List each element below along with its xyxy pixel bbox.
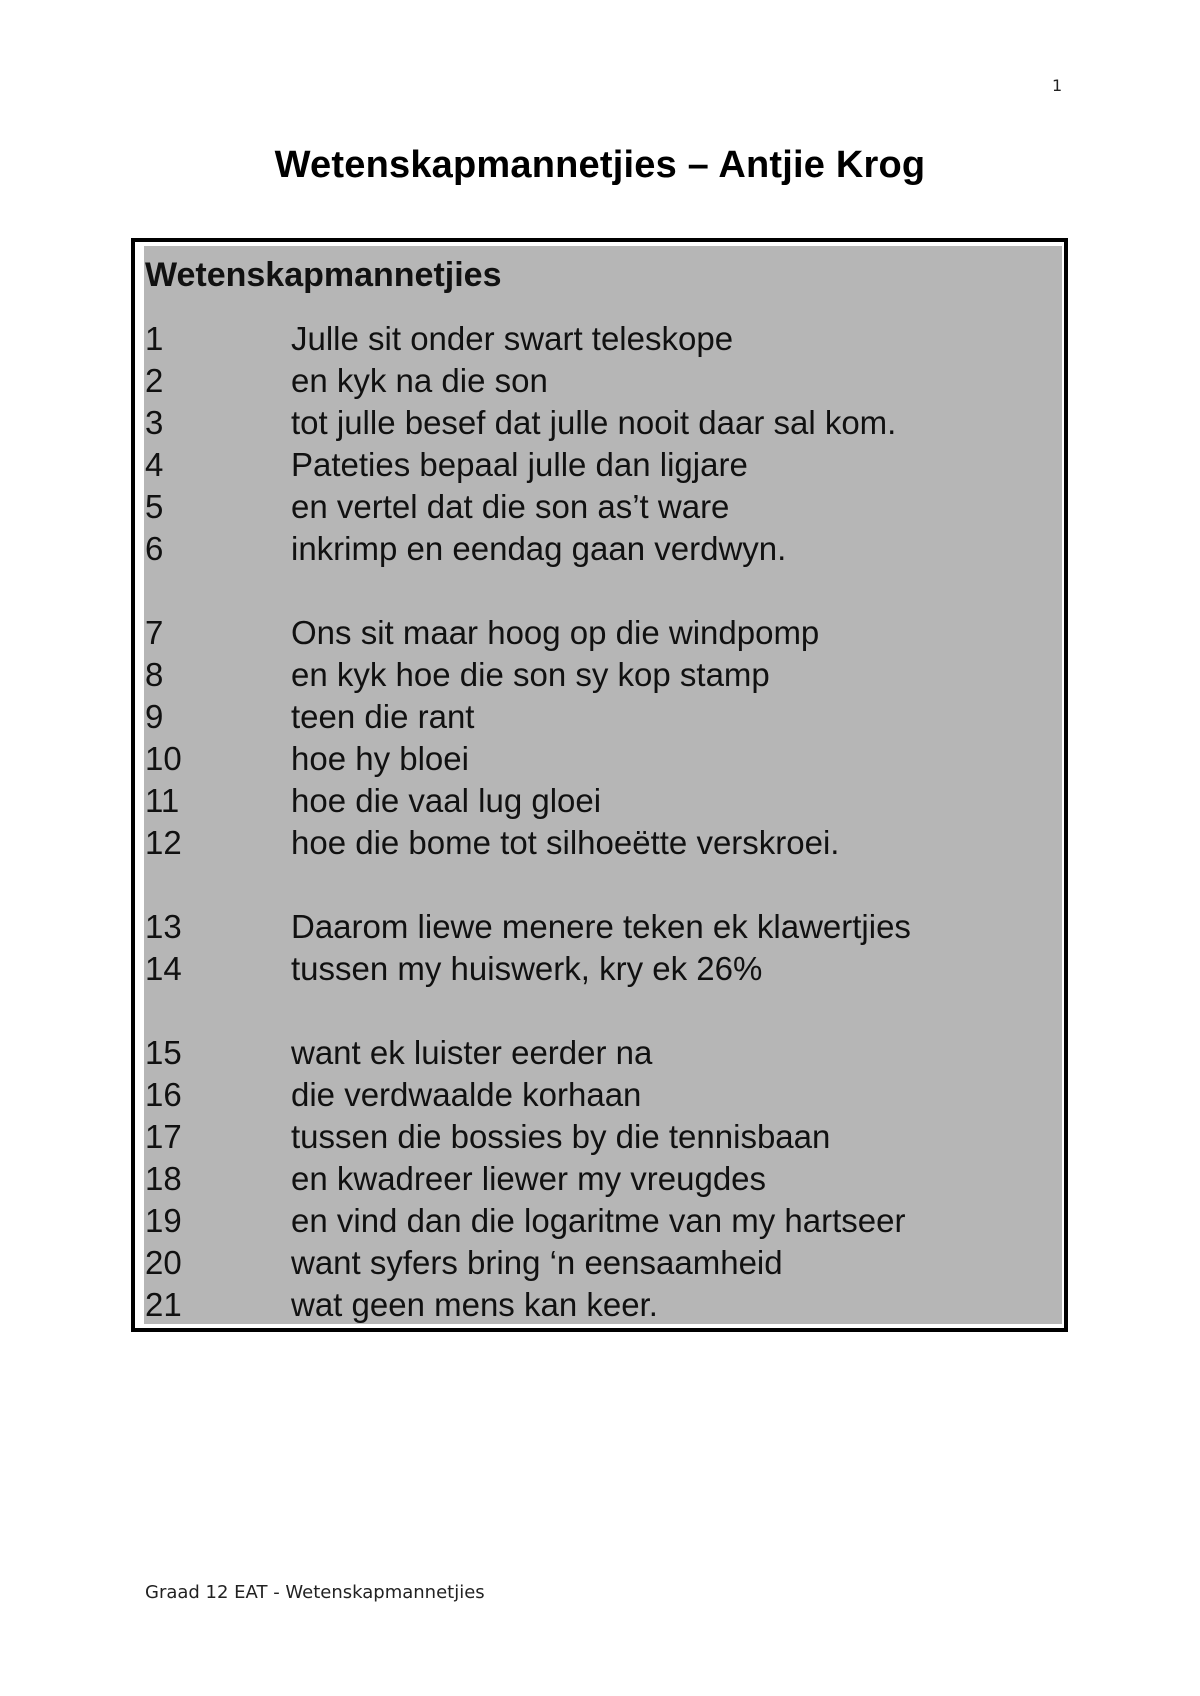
poem-box [131,238,1068,1332]
line-number: 10 [145,740,182,777]
line-number: 2 [145,362,164,399]
line-text: want ek luister eerder na [291,1034,653,1071]
poem-line [144,948,911,990]
line-number: 21 [145,1286,182,1323]
poem-line [144,738,839,780]
line-number: 7 [145,614,164,651]
poem-line [144,780,839,822]
line-number: 15 [145,1034,182,1071]
poem-line [144,1116,906,1158]
poem-line [144,1158,906,1200]
page-footer: Graad 12 EAT - Wetenskapmannetjies [145,1582,485,1603]
line-text: want syfers bring ‘n eensaamheid [291,1244,783,1281]
line-number: 9 [145,698,164,735]
poem-line [144,486,896,528]
line-number: 11 [145,782,180,819]
stanza-2 [144,612,839,864]
line-text: tussen my huiswerk, kry ek 26% [291,950,763,987]
poem-line [144,1032,906,1074]
line-number: 13 [145,908,182,945]
line-text: inkrimp en eendag gaan verdwyn. [291,530,787,567]
line-number: 4 [145,446,164,483]
poem-line [144,402,896,444]
line-text: en vind dan die logaritme van my hartseer [291,1202,906,1239]
line-number: 1 [145,320,164,357]
line-text: hoe hy bloei [291,740,469,777]
line-text: en kwadreer liewer my vreugdes [291,1160,767,1197]
poem-line [144,444,896,486]
line-number: 20 [145,1244,182,1281]
page-number: 1 [1052,76,1063,95]
line-number: 3 [145,404,164,441]
poem-line [144,1284,906,1324]
stanza-3 [144,906,911,990]
line-text: en vertel dat die son as’t ware [291,488,730,525]
line-text: tot julle besef dat julle nooit daar sal kom. [291,404,897,441]
line-number: 16 [145,1076,182,1113]
line-text: hoe die bome tot silhoeëtte verskroei. [291,824,840,861]
poem-line [144,1200,906,1242]
line-number: 19 [145,1202,182,1239]
line-text: en kyk hoe die son sy kop stamp [291,656,770,693]
line-text: wat geen mens kan keer. [291,1286,658,1323]
line-text: Pateties bepaal julle dan ligjare [291,446,748,483]
line-number: 6 [145,530,164,567]
line-text: Ons sit maar hoog op die windpomp [291,614,820,651]
line-text: Daarom liewe menere teken ek klawertjies [291,908,911,945]
line-text: tussen die bossies by die tennisbaan [291,1118,831,1155]
poem-line [144,318,896,360]
line-number: 12 [145,824,182,861]
line-number: 8 [145,656,164,693]
line-number: 18 [145,1160,182,1197]
line-text: en kyk na die son [291,362,548,399]
line-text: teen die rant [291,698,475,735]
poem-line [144,906,911,948]
poem-line [144,1242,906,1284]
stanza-4 [144,1032,906,1324]
poem-line [144,822,839,864]
line-number: 17 [145,1118,182,1155]
poem-heading: Wetenskapmannetjies [145,256,502,294]
line-text: hoe die vaal lug gloei [291,782,602,819]
document-title: Wetenskapmannetjies – Antjie Krog [274,144,926,186]
line-text: Julle sit onder swart teleskope [291,320,734,357]
poem-line [144,696,839,738]
poem-line [144,360,896,402]
poem-line [144,654,839,696]
poem-line [144,1074,906,1116]
poem-line [144,528,896,570]
line-number: 5 [145,488,164,525]
line-text: die verdwaalde korhaan [291,1076,642,1113]
poem-panel [144,246,1062,1324]
line-number: 14 [145,950,182,987]
stanza-1 [144,318,896,570]
poem-line [144,612,839,654]
